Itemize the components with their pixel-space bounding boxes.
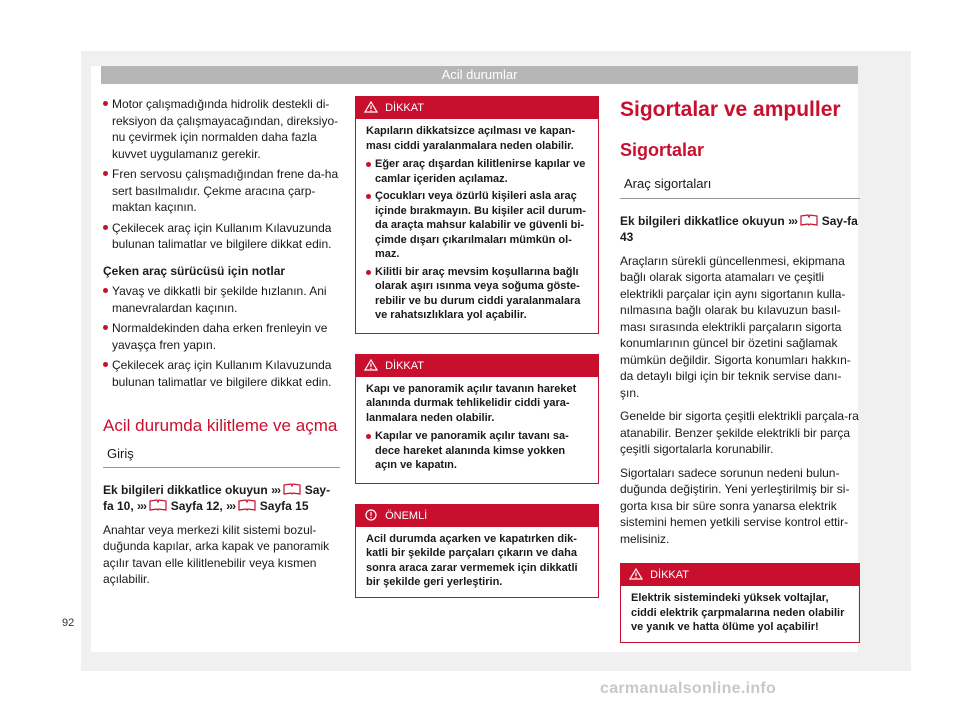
- list-item: Çekilecek araç için Kullanım Kılavuzunda bulunan talimatlar ve bilgilere dikkat edin.: [103, 357, 340, 390]
- book-icon[interactable]: [800, 214, 818, 226]
- column-middle: [355, 96, 599, 598]
- page-link[interactable]: Say-fa 43: [620, 213, 858, 244]
- page-link[interactable]: Say-fa 10,: [103, 482, 331, 513]
- page-link[interactable]: Sayfa 15: [259, 499, 309, 513]
- reference-line: [620, 213, 860, 246]
- book-icon[interactable]: [283, 483, 301, 495]
- notice-label: ÖNEMLİ: [385, 509, 428, 522]
- reference-line: [103, 482, 340, 515]
- list-item: Kilitli bir araç mevsim koşullarına bağlı olarak aşırı ısınma veya soğuma göste-rebilir ve bu durum ciddi yaralanmalara ve rahatsızlıklara yol açabilir.: [366, 265, 589, 323]
- page-number: 92: [62, 617, 75, 629]
- list-item: Eğer araç dışardan kilitlenirse kapılar ve camlar içeriden açılamaz.: [366, 157, 589, 186]
- notice-box: [355, 504, 599, 598]
- warning-triangle-icon: [364, 101, 378, 113]
- body-text: Sigortaları sadece sorunun nedeni bulun-duğunda değiştirin. Yeni yerleştirilmiş bir si-gorta kısa bir süre sonra yanarsa elektrik sistemini hemen yetkili servise kontrol ettir-melisiniz.: [620, 465, 850, 546]
- warning-body: [356, 119, 598, 333]
- body-text: Araçların sürekli güncellenmesi, ekipmana bağlı olarak sigorta atamaları ve çeşitli elektrikli parçalar için aynı sigortanın kulla-nılmasına bağlı olarak bu kılavuzun basıl-ması sırasında elektrikli parçaların sigorta konumlarının güncel bir özetini sağlamak mümkün değildir. Sigorta konumları hakkın-da detaylı bilgi için bir teknik servise danı-şın.: [620, 253, 851, 400]
- subheading: Çeken araç sürücüsü için notlar: [103, 263, 286, 278]
- ref-lead: Ek bilgileri dikkatlice okuyun: [103, 482, 268, 497]
- page-link[interactable]: Sayfa 12,: [170, 499, 223, 513]
- warning-intro: Kapıların dikkatsizce açılması ve kapan-ması ciddi yaralanmalara neden olabilir.: [366, 125, 576, 152]
- section-title: Acil durumda kilitleme ve açma: [103, 416, 338, 435]
- watermark: carmanualsonline.info: [600, 680, 777, 697]
- warning-label: DİKKAT: [650, 569, 689, 581]
- warning-header: [356, 355, 598, 377]
- list-item: Yavaş ve dikkatli bir şekilde hızlanın. Ani manevralardan kaçının.: [103, 283, 340, 316]
- warning-intro: Kapı ve panoramik açılır tavanın hareket alanında durmak tehlikelidir ciddi yara-lanmalara neden olabilir.: [366, 382, 577, 424]
- notice-header: [356, 505, 598, 527]
- book-icon[interactable]: [149, 499, 167, 511]
- notice-body: Acil durumda açarken ve kapatırken dik-katli bir şekilde parçaları çıkarın ve daha sonra araca zarar vermemek için dikkatli bir şekilde geri yerleştirin.: [366, 532, 578, 588]
- list-item: Motor çalışmadığında hidrolik destekli di-reksiyon da çalışmayacağından, direksiyo-nu çevirmek için normalden daha fazla kuvvet uygulamanız gerekir.: [103, 96, 340, 162]
- page-header: Acil durumlar: [101, 66, 858, 84]
- warning-header: [621, 564, 859, 586]
- warning-box: [620, 563, 860, 643]
- ref-arrows-icon[interactable]: ›››: [271, 482, 281, 497]
- ref-arrows-icon[interactable]: ›››: [788, 213, 798, 228]
- list-item: Fren servosu çalışmadığından frene da-ha sert basılmalıdır. Çekme aracına çarp-maktan kaçının.: [103, 166, 340, 216]
- warning-triangle-icon: [364, 359, 378, 371]
- warning-triangle-icon: [629, 568, 643, 580]
- body-text: Anahtar veya merkezi kilit sistemi bozul-duğunda kapılar, arka kapak ve panoramik açılır tavan elle kilitlenebilir veya kısmen açılabilir.: [103, 522, 330, 586]
- chapter-title: Sigortalar ve ampuller: [620, 98, 841, 121]
- body-text: Genelde bir sigorta çeşitli elektrikli parçala-ra atanabilir. Benzer şekilde elektrikli bir parça çeşitli sigortalarla korunabilir.: [620, 409, 859, 456]
- warning-body: [356, 377, 598, 483]
- ref-arrows-icon[interactable]: ›››: [226, 499, 236, 513]
- section-title: Sigortalar: [620, 140, 705, 160]
- ref-arrows-icon[interactable]: ›››: [137, 499, 147, 513]
- warning-header: [356, 97, 598, 119]
- warning-label: DİKKAT: [385, 359, 424, 372]
- warning-label: DİKKAT: [385, 102, 424, 114]
- sub-title: Araç sigortaları: [620, 176, 860, 199]
- list-item: Kapılar ve panoramik açılır tavanı sa-dece hareket alanında kimse yokken açın ve kapatın.: [366, 429, 589, 473]
- ref-lead: Ek bilgileri dikkatlice okuyun: [620, 213, 785, 228]
- sub-title: Giriş: [103, 446, 340, 468]
- warning-box: [355, 354, 599, 484]
- list-item: Çocukları veya özürlü kişileri asla araç içinde bırakmayın. Bu kişiler acil durum-da araçta mahsur kalabilir ve güvenli bi-çimde dışarı çıkarılmaları mümkün ol-maz.: [366, 189, 589, 262]
- info-circle-icon: [364, 509, 378, 521]
- book-icon[interactable]: [238, 499, 256, 511]
- column-left: [103, 96, 340, 595]
- column-right: [620, 96, 860, 663]
- list-item: Çekilecek araç için Kullanım Kılavuzunda bulunan talimatlar ve bilgilere dikkat edin.: [103, 220, 340, 253]
- warning-body: Elektrik sistemindeki yüksek voltajlar, ciddi elektrik çarpmalarına neden olabilir ve yanık ve hatta ölüme yol açabilir!: [631, 592, 845, 633]
- warning-box: [355, 96, 599, 334]
- list-item: Normaldekinden daha erken frenleyin ve yavaşça fren yapın.: [103, 320, 340, 353]
